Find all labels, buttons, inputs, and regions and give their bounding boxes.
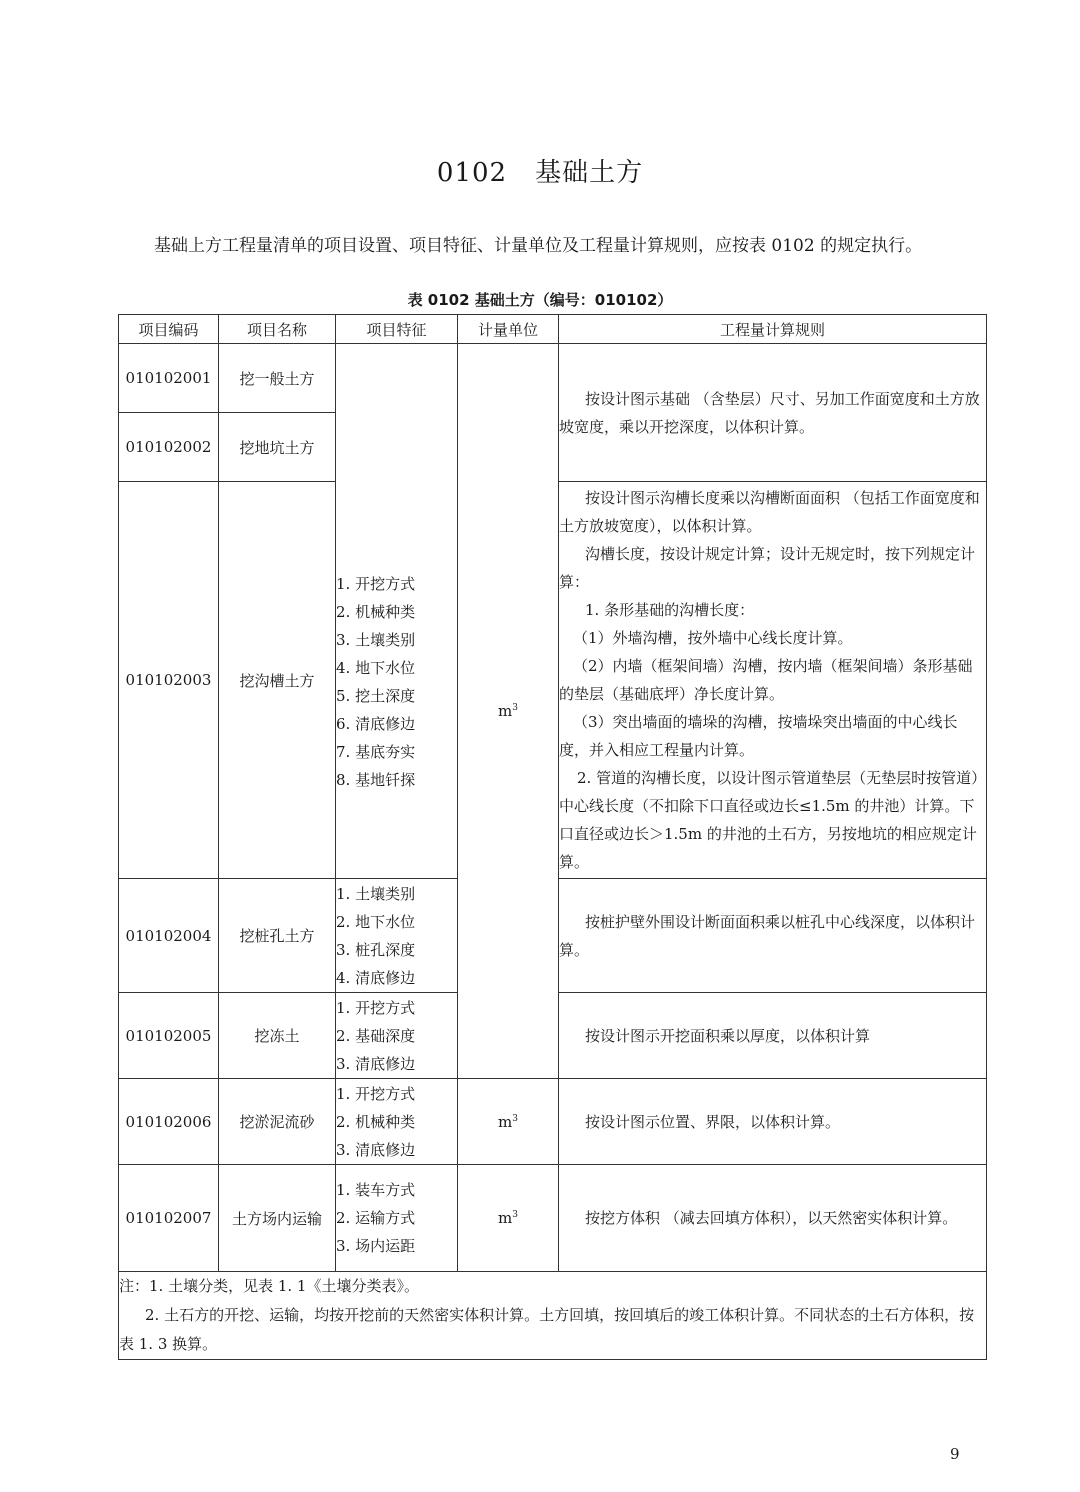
- feature-line: 4. 地下水位: [336, 659, 416, 677]
- note-line: 2. 土石方的开挖、运输，均按开挖前的天然密实体积计算。土方回填，按回填后的竣工体积计算。不同状态的土石方体积，按表 1. 3 换算。: [119, 1306, 975, 1353]
- feature-line: 3. 清底修边: [336, 1140, 416, 1159]
- rule-text: 按设计图示开挖面积乘以厚度，以体积计算: [585, 1026, 871, 1045]
- section-code: 0102: [436, 158, 508, 188]
- rule-text: 按挖方体积 （减去回填方体积），以天然密实体积计算。: [585, 1209, 958, 1227]
- rule-text: 沟槽长度，按设计规定计算；设计无规定时，按下列规定计算：: [559, 545, 976, 591]
- item-features: [336, 993, 458, 1079]
- table-notes-row: [119, 1272, 987, 1360]
- feature-line: 3. 土壤类别: [336, 631, 416, 649]
- feature-line: 1. 开挖方式: [336, 575, 416, 593]
- feature-line: 2. 运输方式: [336, 1209, 416, 1227]
- item-features: [336, 1079, 458, 1165]
- item-name: 挖淤泥流砂: [219, 1079, 336, 1165]
- item-name: 挖地坑土方: [219, 413, 336, 482]
- feature-line: 7. 基底夯实: [336, 743, 416, 761]
- item-features: [336, 879, 458, 993]
- item-code: 010102003: [119, 482, 219, 879]
- item-code: 010102002: [119, 413, 219, 482]
- feature-line: 3. 清底修边: [336, 1054, 416, 1073]
- item-rule: [559, 344, 987, 482]
- item-code: 010102001: [119, 344, 219, 413]
- item-name: 土方场内运输: [219, 1165, 336, 1272]
- item-unit: [458, 344, 559, 1079]
- item-features: [336, 344, 458, 879]
- feature-line: 1. 开挖方式: [336, 1084, 416, 1103]
- rule-text: 按设计图示沟槽长度乘以沟槽断面面积 （包括工作面宽度和土方放坡宽度），以体积计算。: [559, 489, 980, 535]
- item-code: 010102007: [119, 1165, 219, 1272]
- item-features: [336, 1165, 458, 1272]
- rule-text: 2. 管道的沟槽长度，以设计图示管道垫层（无垫层时按管道）中心线长度（不扣除下口直径或边长≤1.5m 的井池）计算。下口直径或边长＞1.5m 的井池的土石方，另按地坑的相应规定计算。: [559, 769, 979, 871]
- item-rule: [559, 993, 987, 1079]
- item-rule: [559, 482, 987, 879]
- unit-base: m: [498, 1209, 513, 1227]
- header-features: 项目特征: [336, 315, 458, 344]
- table-row: [119, 1079, 987, 1165]
- header-name: 项目名称: [219, 315, 336, 344]
- page-number: 9: [950, 1445, 960, 1463]
- unit-sup: 3: [512, 1210, 518, 1220]
- item-unit: [458, 1165, 559, 1272]
- feature-line: 6. 清底修边: [336, 715, 416, 733]
- unit-sup: 3: [512, 703, 518, 713]
- feature-line: 1. 土壤类别: [336, 884, 416, 903]
- feature-line: 2. 基础深度: [336, 1026, 416, 1045]
- feature-line: 1. 开挖方式: [336, 998, 416, 1017]
- header-unit: 计量单位: [458, 315, 559, 344]
- table-header-row: [119, 315, 987, 344]
- rule-text: （1）外墙沟槽，按外墙中心线长度计算。: [573, 629, 853, 647]
- rule-text: 按桩护壁外围设计断面面积乘以桩孔中心线深度，以体积计算。: [559, 912, 976, 959]
- rule-text: （3）突出墙面的墙垛的沟槽，按墙垛突出墙面的中心线长度，并入相应工程量内计算。: [559, 713, 958, 759]
- item-rule: [559, 879, 987, 993]
- header-rules: 工程量计算规则: [559, 315, 987, 344]
- item-name: 挖沟槽土方: [219, 482, 336, 879]
- table-notes: [119, 1272, 987, 1360]
- item-name: 挖桩孔土方: [219, 879, 336, 993]
- feature-line: 1. 装车方式: [336, 1181, 416, 1199]
- feature-line: 2. 机械种类: [336, 603, 416, 621]
- quantity-rules-table: [118, 314, 987, 1360]
- page-title: [0, 152, 1080, 189]
- section-name: 基础土方: [535, 158, 644, 188]
- feature-line: 2. 地下水位: [336, 912, 416, 931]
- item-name: 挖一般土方: [219, 344, 336, 413]
- item-code: 010102006: [119, 1079, 219, 1165]
- table-caption: 表 0102 基础土方（编号：010102）: [407, 291, 673, 309]
- unit-base: m: [498, 702, 513, 720]
- feature-line: 3. 场内运距: [336, 1237, 416, 1255]
- note-line: 注：1. 土壤分类，见表 1. 1《土壤分类表》。: [119, 1277, 419, 1295]
- feature-line: 4. 清底修边: [336, 968, 416, 987]
- unit-base: m: [498, 1112, 513, 1131]
- feature-line: 5. 挖土深度: [336, 687, 416, 705]
- rule-text: 按设计图示基础 （含垫层）尺寸、另加工作面宽度和土方放坡宽度，乘以开挖深度，以体积计算。: [559, 389, 980, 436]
- item-rule: [559, 1079, 987, 1165]
- intro-paragraph: 基础上方工程量清单的项目设置、项目特征、计量单位及工程量计算规则，应按表 0102 的规定执行。: [154, 236, 923, 256]
- rule-text: （2）内墙（框架间墙）沟槽，按内墙（框架间墙）条形基础的垫层（基础底坪）净长度计算。: [559, 657, 973, 703]
- header-code: 项目编码: [119, 315, 219, 344]
- item-rule: [559, 1165, 987, 1272]
- feature-line: 2. 机械种类: [336, 1112, 416, 1131]
- unit-sup: 3: [512, 1113, 518, 1124]
- rule-text: 按设计图示位置、界限，以体积计算。: [585, 1112, 841, 1131]
- item-name: 挖冻土: [219, 993, 336, 1079]
- table-row: [119, 344, 987, 413]
- item-code: 010102004: [119, 879, 219, 993]
- feature-line: 8. 基地钎探: [336, 771, 416, 789]
- table-row: [119, 1165, 987, 1272]
- rule-text: 1. 条形基础的沟槽长度：: [585, 601, 755, 619]
- feature-line: 3. 桩孔深度: [336, 940, 416, 959]
- item-unit: [458, 1079, 559, 1165]
- item-code: 010102005: [119, 993, 219, 1079]
